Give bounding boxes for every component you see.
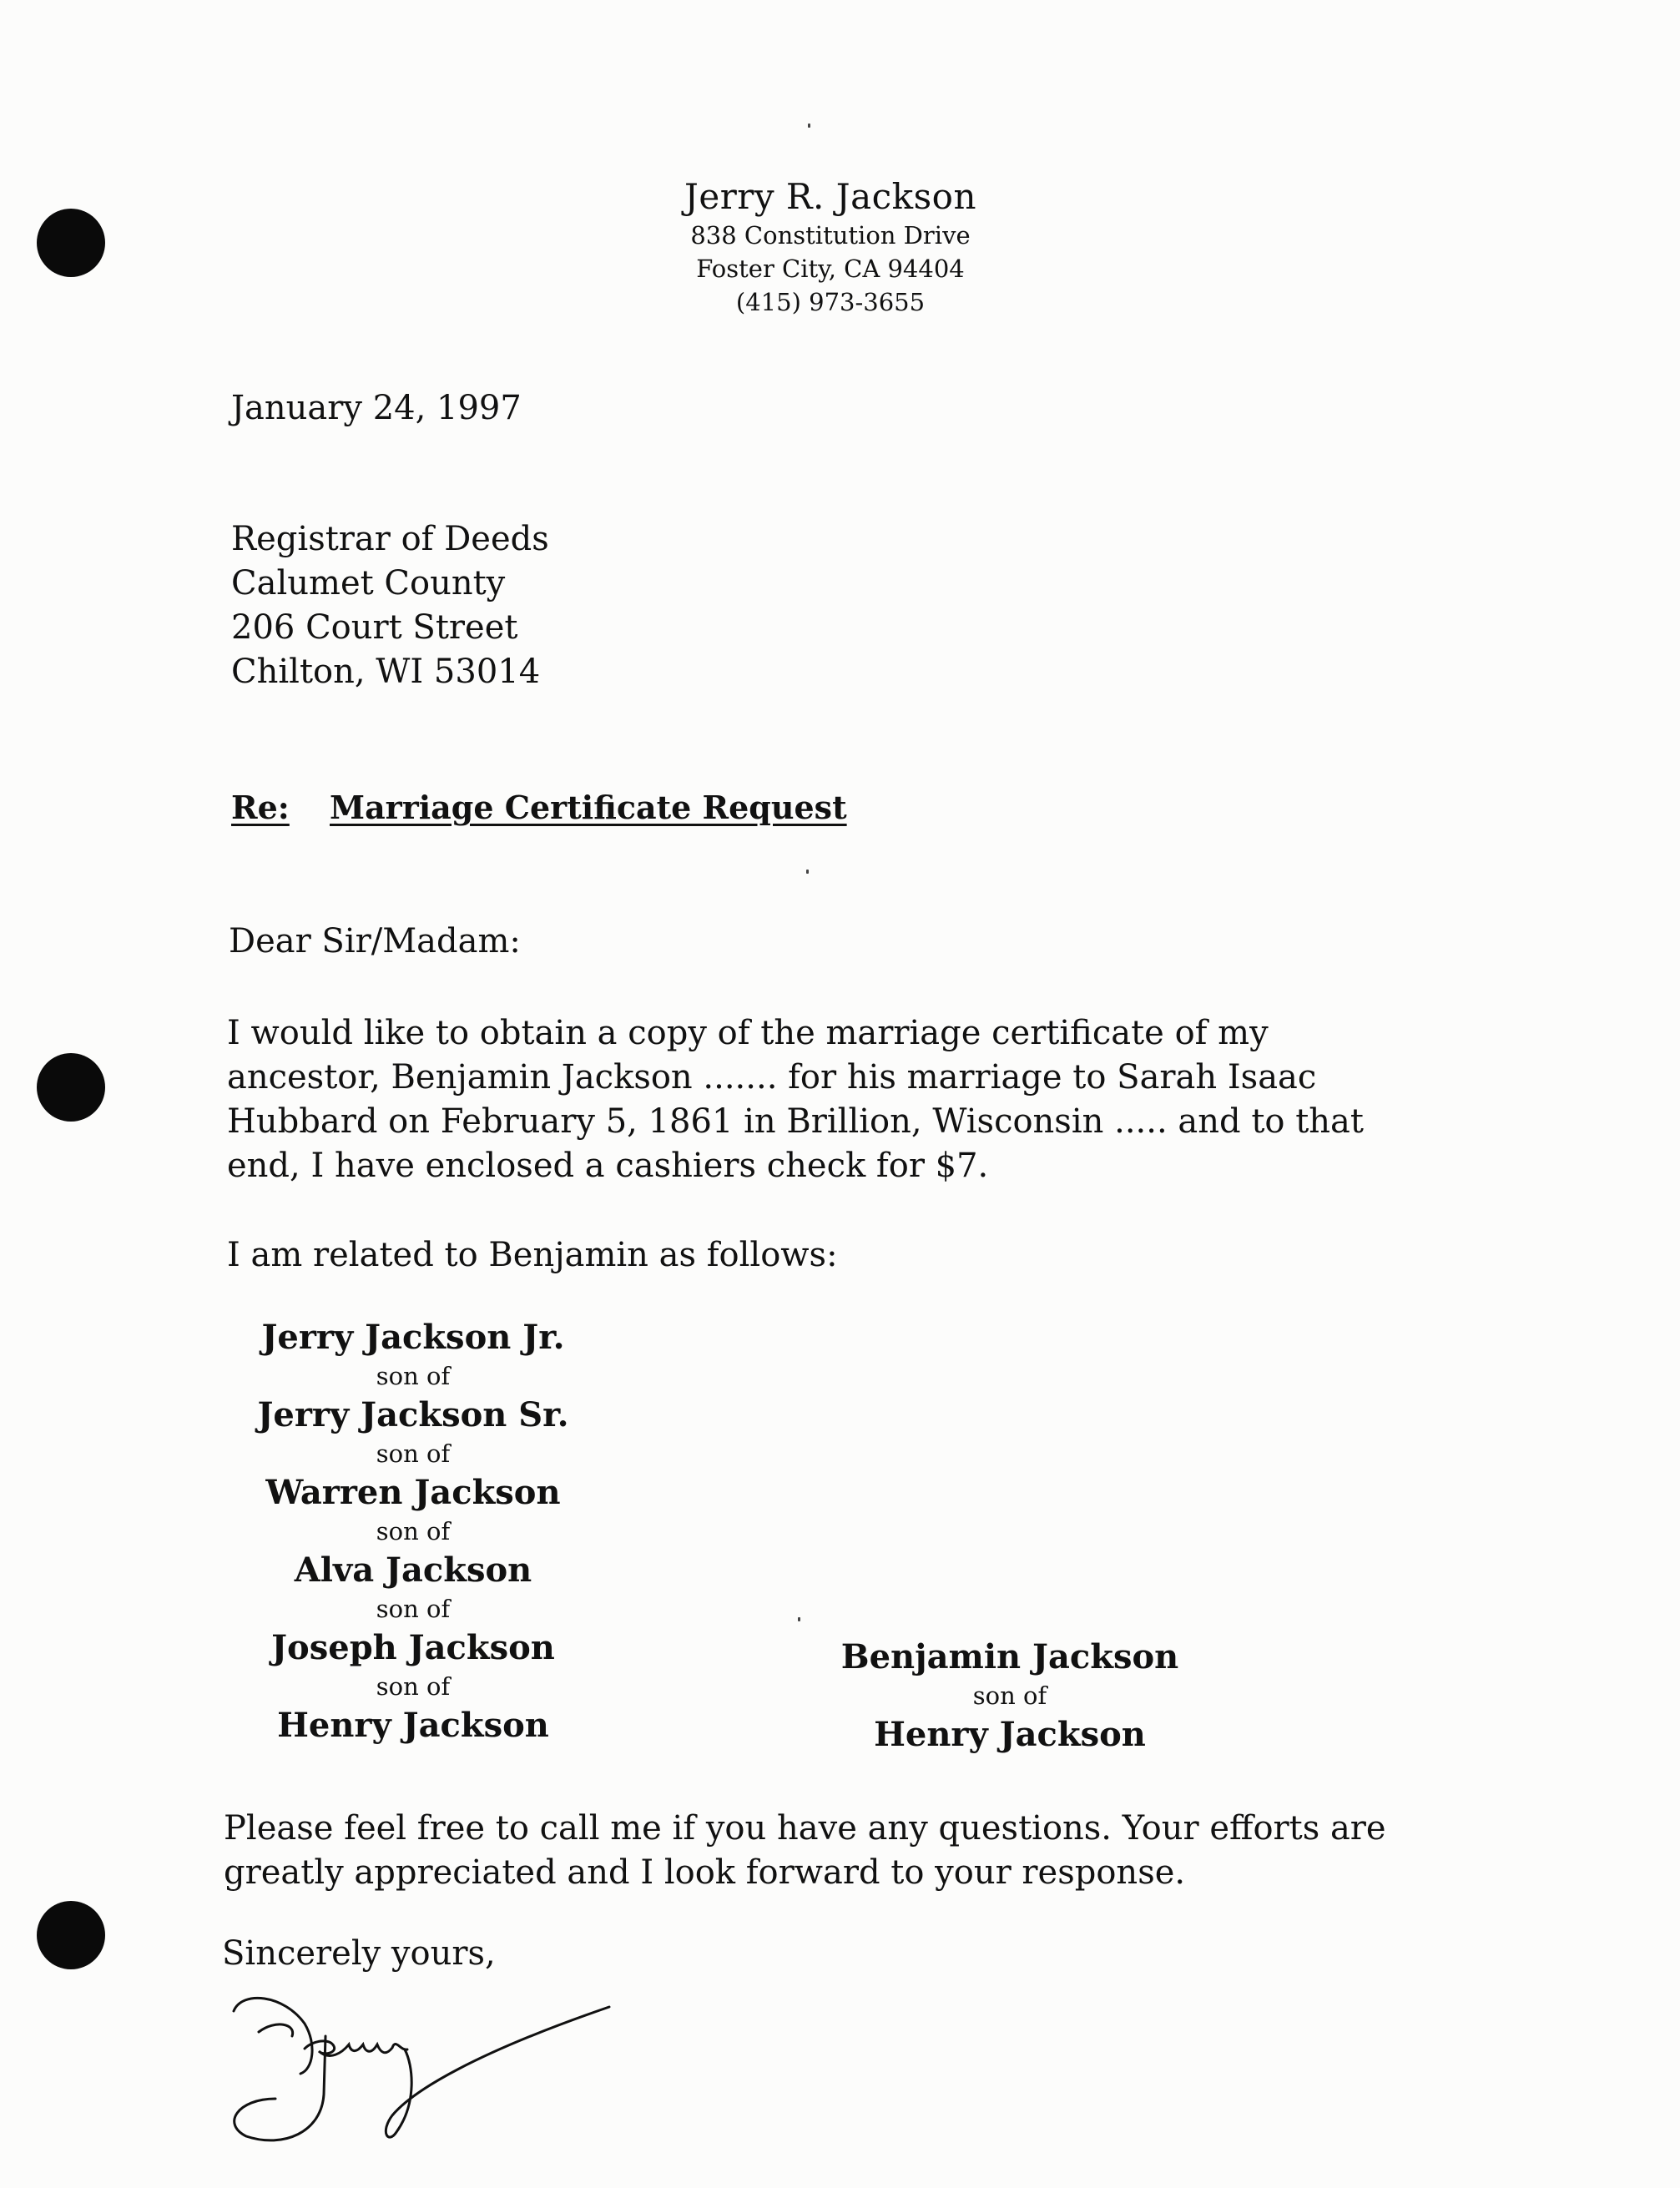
son-of-connector: son of [376,1517,451,1545]
handwritten-signature [225,1986,626,2153]
binder-hole-middle [37,1053,105,1122]
paper-speck [808,124,810,128]
paper-speck [806,870,809,874]
subject-line [231,787,847,829]
recipient-line: Registrar of Deeds [231,520,549,558]
sender-city: Foster City, CA 94404 [696,255,965,283]
son-of-connector: son of [972,1681,1047,1710]
subject-text: Marriage Certificate Request [330,789,847,826]
sender-name: Jerry R. Jackson [684,176,976,217]
son-of-connector: son of [376,1595,451,1623]
son-of-connector: son of [376,1672,451,1701]
letter-date: January 24, 1997 [231,389,522,427]
sender-street: 838 Constitution Drive [690,221,971,250]
closing-paragraph [224,1807,1386,1895]
sender-phone: (415) 973-3655 [735,288,926,316]
ancestor-name: Henry Jackson [277,1706,549,1745]
ancestor-name: Benjamin Jackson [840,1637,1179,1676]
recipient-line: 206 Court Street [231,608,518,647]
binder-hole-top [37,209,105,277]
ancestor-name: Warren Jackson [265,1473,561,1512]
body-line: end, I have enclosed a cashiers check for $7. [227,1147,989,1185]
subject-label: Re: [231,789,290,826]
ancestor-name: Joseph Jackson [271,1628,555,1667]
recipient-line: Calumet County [231,564,506,602]
ancestor-name: Jerry Jackson Jr. [261,1318,565,1357]
relation-intro: I am related to Benjamin as follows: [227,1236,838,1274]
letterhead [634,175,1027,319]
closing-line: greatly appreciated and I look forward to your response. [224,1853,1186,1892]
body-line: ancestor, Benjamin Jackson ....... for his marriage to Sarah Isaac [227,1058,1317,1097]
body-paragraph [227,1011,1364,1188]
binder-hole-bottom [37,1901,105,1969]
son-of-connector: son of [376,1362,451,1390]
lineage-left-chain [242,1318,584,1745]
ancestor-name: Henry Jackson [874,1715,1146,1754]
salutation: Dear Sir/Madam: [229,922,521,960]
lineage-right-chain [826,1638,1193,1754]
body-line: Hubbard on February 5, 1861 in Brillion, Wisconsin ..... and to that [227,1102,1364,1141]
signoff: Sincerely yours, [222,1934,496,1973]
body-line: I would like to obtain a copy of the marriage certificate of my [227,1014,1269,1052]
paper-speck [798,1617,800,1621]
closing-line: Please feel free to call me if you have any questions. Your efforts are [224,1809,1386,1848]
ancestor-name: Alva Jackson [294,1550,532,1590]
son-of-connector: son of [376,1439,451,1468]
ancestor-name: Jerry Jackson Sr. [257,1395,569,1434]
recipient-address [231,517,549,694]
recipient-line: Chilton, WI 53014 [231,653,541,691]
